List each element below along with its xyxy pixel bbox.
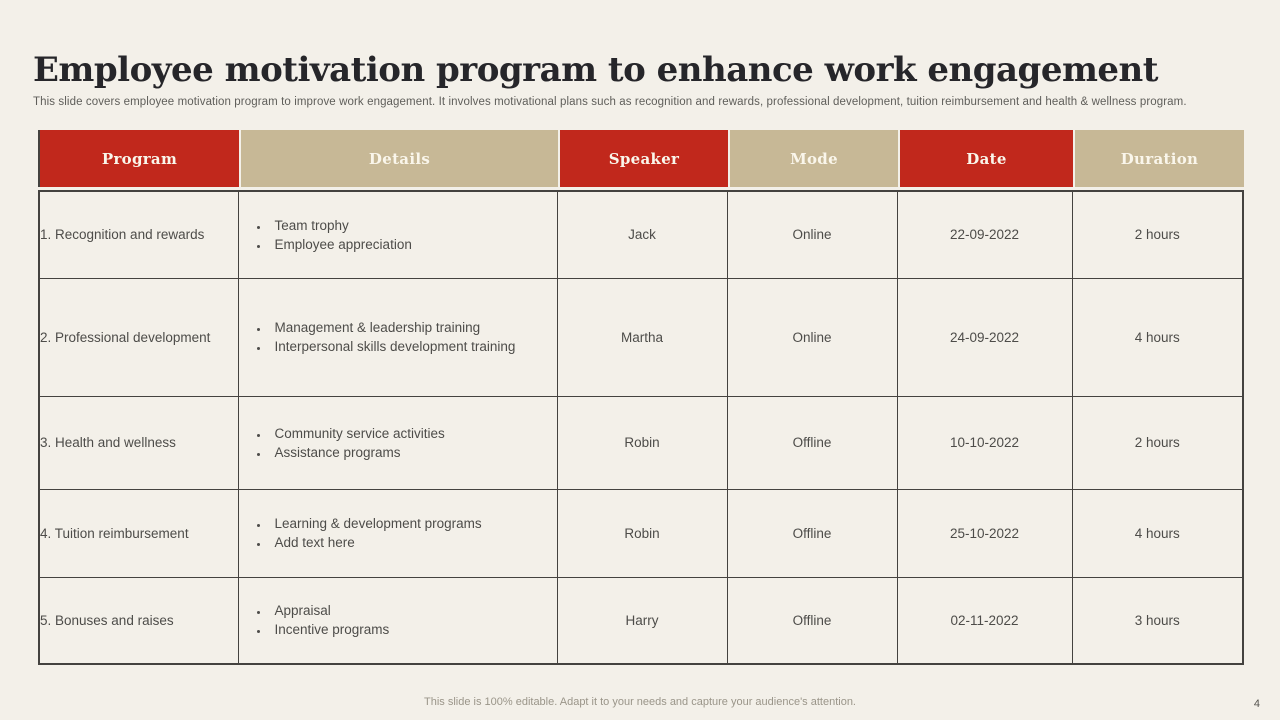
slide-description: This slide covers employee motivation program to improve work engagement. It involves motivational plans such as recognition and rewards, professional development, tuition reimbursement and health & wellness program. — [33, 95, 1187, 108]
table-row — [39, 396, 1243, 489]
date-cell: 10-10-2022 — [897, 396, 1072, 489]
speaker-cell: Harry — [557, 577, 727, 664]
column-header-duration: Duration — [1073, 130, 1244, 187]
duration-cell: 4 hours — [1072, 278, 1243, 396]
table-row — [39, 577, 1243, 664]
mode-cell: Online — [727, 278, 897, 396]
details-list — [239, 601, 557, 639]
motivation-program-table — [38, 130, 1242, 665]
speaker-cell: Martha — [557, 278, 727, 396]
program-cell: 5. Bonuses and raises — [39, 577, 238, 664]
mode-cell: Offline — [727, 396, 897, 489]
details-list — [239, 216, 557, 254]
table-header-row — [38, 130, 1242, 187]
speaker-cell: Robin — [557, 489, 727, 577]
speaker-cell: Robin — [557, 396, 727, 489]
date-cell: 24-09-2022 — [897, 278, 1072, 396]
detail-item: • Employee appreciation — [269, 235, 557, 254]
detail-item: • Learning & development programs — [269, 514, 557, 533]
detail-item: • Interpersonal skills development training — [269, 337, 557, 356]
column-header-speaker: Speaker — [558, 130, 728, 187]
details-cell — [238, 396, 557, 489]
detail-item: • Assistance programs — [269, 443, 557, 462]
column-header-program: Program — [40, 130, 239, 187]
mode-cell: Offline — [727, 577, 897, 664]
date-cell: 22-09-2022 — [897, 191, 1072, 278]
column-header-date: Date — [898, 130, 1073, 187]
footer-note: This slide is 100% editable. Adapt it to your needs and capture your audience's attention. — [424, 696, 856, 708]
speaker-cell: Jack — [557, 191, 727, 278]
details-cell — [238, 191, 557, 278]
detail-item: • Appraisal — [269, 601, 557, 620]
details-cell — [238, 489, 557, 577]
detail-item: • Management & leadership training — [269, 318, 557, 337]
mode-cell: Offline — [727, 489, 897, 577]
column-header-mode: Mode — [728, 130, 898, 187]
program-cell: 1. Recognition and rewards — [39, 191, 238, 278]
page-number: 4 — [1253, 698, 1260, 710]
program-cell: 3. Health and wellness — [39, 396, 238, 489]
program-cell: 2. Professional development — [39, 278, 238, 396]
detail-item: • Team trophy — [269, 216, 557, 235]
program-cell: 4. Tuition reimbursement — [39, 489, 238, 577]
details-list — [239, 424, 557, 462]
slide-title: Employee motivation program to enhance work engagement — [33, 49, 1158, 90]
table-row — [39, 278, 1243, 396]
table-body — [39, 191, 1243, 664]
details-list — [239, 514, 557, 552]
column-header-details: Details — [239, 130, 558, 187]
table-row — [39, 191, 1243, 278]
table-body-grid — [38, 190, 1244, 665]
details-cell — [238, 577, 557, 664]
duration-cell: 2 hours — [1072, 191, 1243, 278]
mode-cell: Online — [727, 191, 897, 278]
detail-item: • Add text here — [269, 533, 557, 552]
details-list — [239, 318, 557, 356]
duration-cell: 2 hours — [1072, 396, 1243, 489]
date-cell: 02-11-2022 — [897, 577, 1072, 664]
duration-cell: 4 hours — [1072, 489, 1243, 577]
detail-item: • Incentive programs — [269, 620, 557, 639]
details-cell — [238, 278, 557, 396]
table-row — [39, 489, 1243, 577]
date-cell: 25-10-2022 — [897, 489, 1072, 577]
duration-cell: 3 hours — [1072, 577, 1243, 664]
detail-item: • Community service activities — [269, 424, 557, 443]
